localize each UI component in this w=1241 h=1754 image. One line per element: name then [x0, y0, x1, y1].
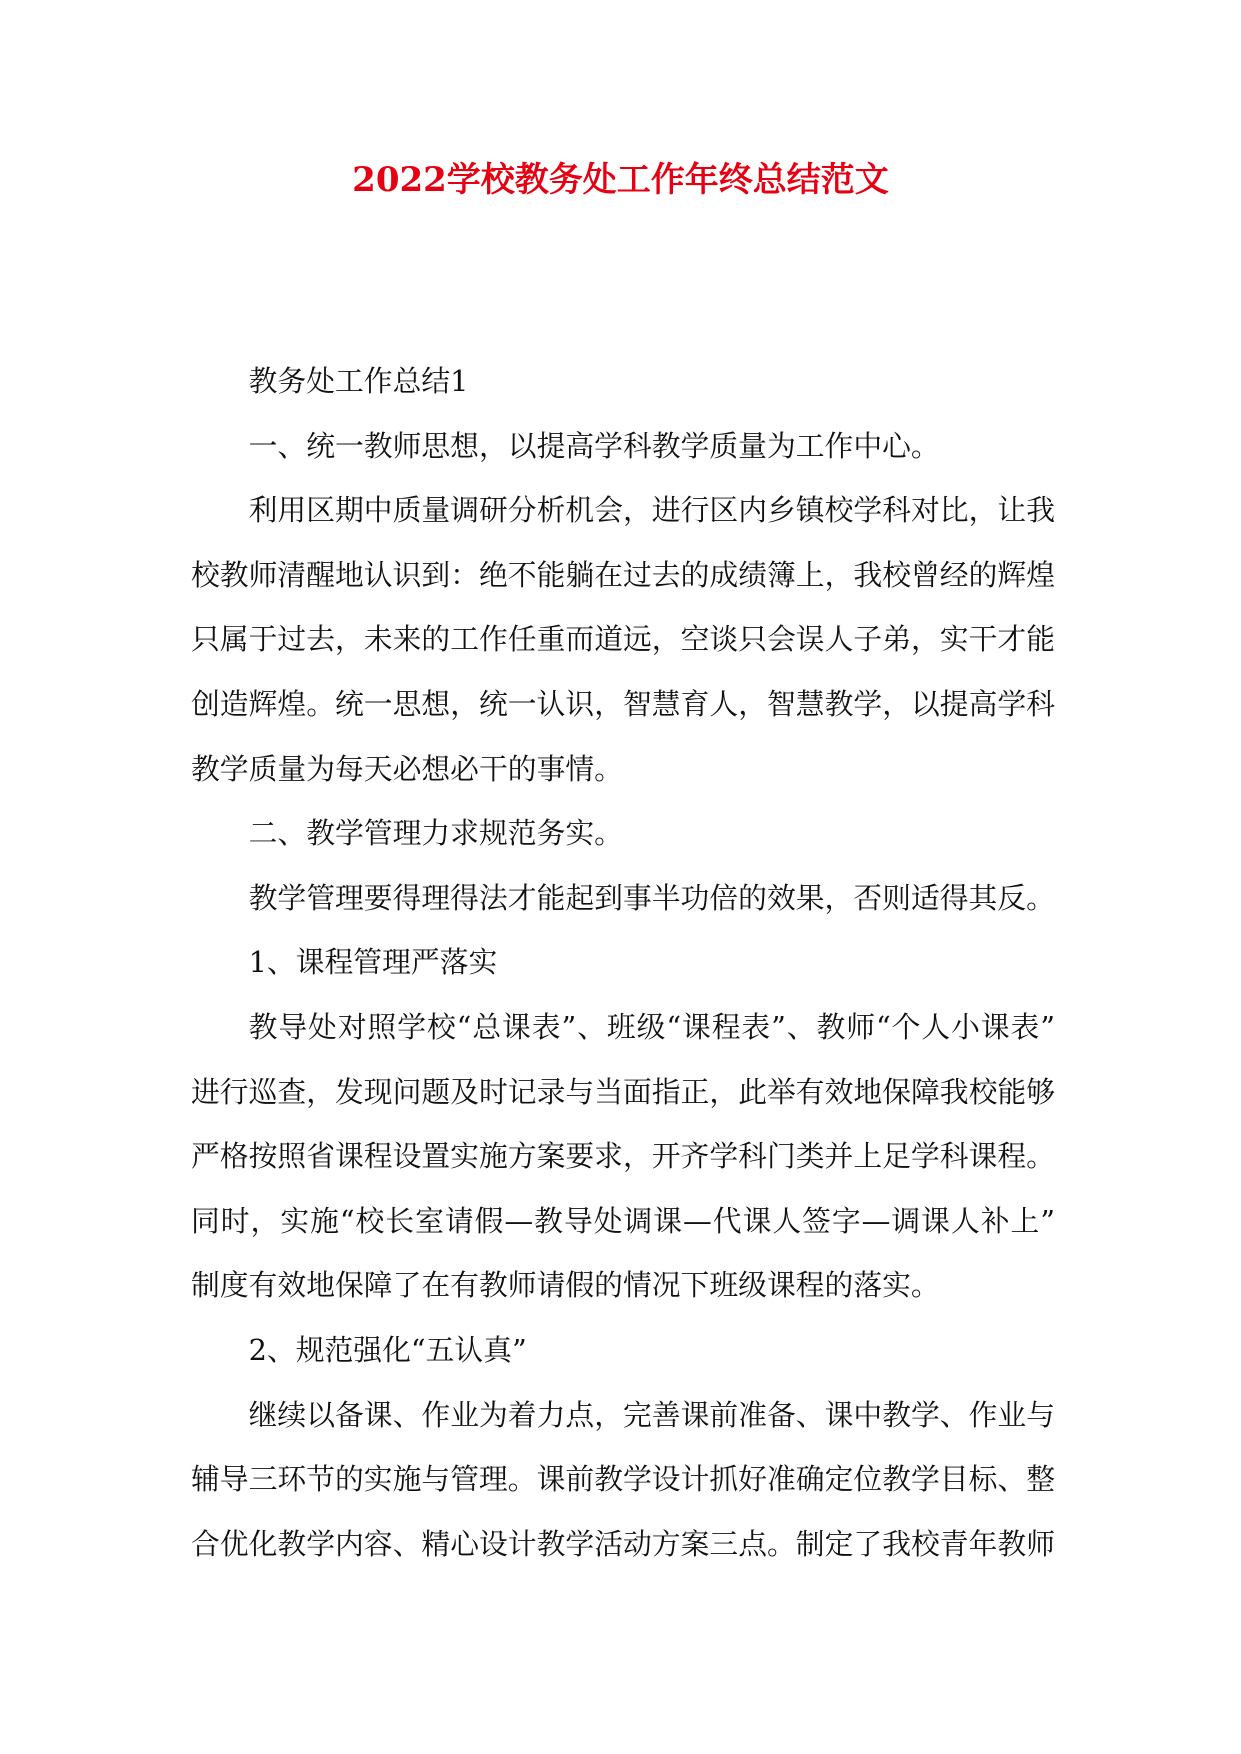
paragraph-line: 合优化教学内容、精心设计教学活动方案三点。制定了我校青年教师 — [191, 1526, 1055, 1561]
paragraph-line: 教学管理要得理得法才能起到事半功倍的效果，否则适得其反。 — [248, 880, 1055, 915]
paragraph-line: 进行巡查，发现问题及时记录与当面指正，此举有效地保障我校能够 — [191, 1074, 1055, 1109]
subsection-heading: 1、课程管理严落实 — [248, 945, 498, 980]
paragraph-line: 利用区期中质量调研分析机会，进行区内乡镇校学科对比，让我 — [248, 493, 1055, 528]
paragraph-line: 辅导三环节的实施与管理。课前教学设计抓好准确定位教学目标、整 — [191, 1462, 1055, 1497]
paragraph-line: 继续以备课、作业为着力点，完善课前准备、课中教学、作业与 — [248, 1397, 1055, 1432]
paragraph-line: 教导处对照学校“总课表”、班级“课程表”、教师“个人小课表” — [248, 1009, 1055, 1044]
document-title: 2022学校教务处工作年终总结范文 — [352, 160, 889, 200]
document-body — [191, 349, 1055, 1576]
paragraph-line: 创造辉煌。统一思想，统一认识，智慧育人，智慧教学，以提高学科 — [191, 686, 1055, 721]
document-subtitle: 教务处工作总结1 — [248, 364, 469, 398]
subsection-heading: 2、规范强化“五认真” — [248, 1332, 527, 1367]
paragraph-line: 制度有效地保障了在有教师请假的情况下班级课程的落实。 — [191, 1268, 940, 1303]
paragraph-line: 严格按照省课程设置实施方案要求，开齐学科门类并上足学科课程。 — [191, 1139, 1055, 1174]
paragraph-line: 只属于过去，未来的工作任重而道远，空谈只会误人子弟，实干才能 — [191, 622, 1055, 657]
paragraph-line: 教学质量为每天必想必干的事情。 — [191, 751, 623, 786]
section-heading: 一、统一教师思想，以提高学科教学质量为工作中心。 — [248, 428, 940, 463]
paragraph-line: 校教师清醒地认识到：绝不能躺在过去的成绩簿上，我校曾经的辉煌 — [191, 557, 1055, 592]
paragraph-line: 同时，实施“校长室请假—教导处调课—代课人签字—调课人补上” — [191, 1203, 1055, 1238]
section-heading: 二、教学管理力求规范务实。 — [248, 816, 623, 851]
